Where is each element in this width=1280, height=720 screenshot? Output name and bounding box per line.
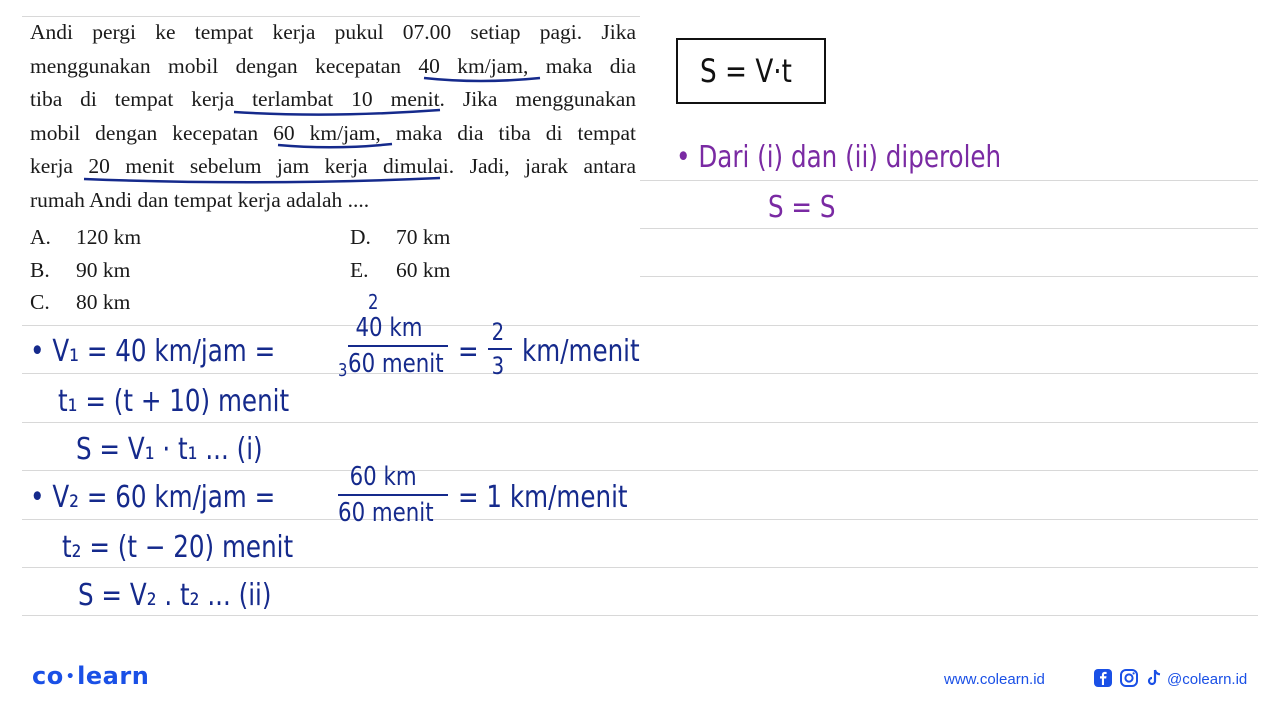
website-link[interactable]: www.colearn.id	[944, 671, 1045, 688]
question-line: menggunakan mobil dengan kecepatan 40 km/jam, maka dia	[30, 53, 636, 78]
ruled-line	[22, 470, 1258, 471]
note-v1: • V₁ = 40 km/jam =	[30, 334, 276, 369]
formula-box	[676, 38, 826, 104]
option-text: 120 km	[76, 225, 142, 249]
question-line: mobil dengan kecepatan 60 km/jam, maka dia tiba di tempat	[30, 120, 636, 145]
tiktok-icon[interactable]	[1144, 668, 1164, 688]
fraction-bar	[348, 345, 448, 347]
note-v1-result-fraction	[488, 318, 512, 380]
ruled-line	[22, 325, 1258, 326]
option-text: 90 km	[76, 258, 131, 282]
note-v2-den: 60 menit	[338, 498, 434, 528]
note-t2: t₂ = (t − 20) menit	[62, 530, 294, 565]
option-label: B.	[30, 258, 50, 282]
note-s-equals-s: S = S	[768, 190, 836, 225]
instagram-icon[interactable]	[1119, 668, 1139, 688]
note-t1: t₁ = (t + 10) menit	[58, 384, 290, 419]
note-derived: • Dari (i) dan (ii) diperoleh	[676, 140, 1002, 175]
question-line: tiba di tempat kerja terlambat 10 menit. Jika menggunakan	[30, 87, 636, 111]
logo-learn: learn	[77, 662, 150, 690]
note-v2-num: 60 km	[349, 462, 417, 492]
note-v1-cancel-bottom: 3	[338, 360, 348, 381]
ruled-line	[22, 615, 1258, 616]
option-text: 60 km	[396, 258, 451, 282]
note-v2: • V₂ = 60 km/jam =	[30, 480, 276, 515]
option-a[interactable]	[30, 225, 141, 250]
note-s1: S = V₁ · t₁ ... (i)	[76, 432, 263, 467]
option-label: A.	[30, 225, 51, 249]
option-text: 70 km	[396, 225, 451, 249]
ruled-line	[640, 180, 1258, 181]
option-text: 80 km	[76, 290, 131, 314]
note-s2: S = V₂ . t₂ ... (ii)	[78, 578, 272, 613]
option-c[interactable]	[30, 290, 130, 315]
ruled-line	[22, 373, 1258, 374]
option-d[interactable]	[350, 225, 450, 250]
fraction-bar	[488, 348, 512, 350]
note-v2-fraction	[338, 462, 448, 528]
question-line: Andi pergi ke tempat kerja pukul 07.00 setiap pagi. Jika	[30, 20, 636, 44]
note-v1-eq: =	[458, 334, 479, 369]
option-label: E.	[350, 258, 369, 282]
fraction-bar	[338, 494, 448, 496]
social-handle[interactable]: @colearn.id	[1167, 671, 1248, 688]
logo-dot-icon: •	[65, 669, 76, 685]
formula-text: S = V·t	[700, 52, 792, 90]
ruled-line	[22, 422, 1258, 423]
ruled-line	[22, 567, 1258, 568]
ruled-line	[22, 519, 1258, 520]
note-v1-res-num: 2	[491, 318, 505, 346]
question-line: rumah Andi dan tempat kerja adalah ....	[30, 187, 370, 212]
note-v1-unit: km/menit	[522, 334, 640, 369]
option-label: C.	[30, 290, 50, 314]
ruled-line	[640, 228, 1258, 229]
facebook-icon[interactable]	[1093, 668, 1113, 688]
option-label: D.	[350, 225, 371, 249]
note-v1-res-den: 3	[491, 352, 505, 380]
note-v2-rhs: = 1 km/menit	[458, 480, 628, 515]
option-e[interactable]	[350, 258, 450, 283]
option-b[interactable]	[30, 258, 130, 283]
question-line: kerja 20 menit sebelum jam kerja dimulai. Jadi, jarak antara	[30, 154, 636, 178]
note-v1-num: 40 km	[355, 313, 423, 343]
note-v1-den: 60 menit	[348, 349, 444, 379]
question-text	[30, 16, 636, 217]
logo-co: co	[32, 662, 64, 690]
note-v1-cancel-top: 2	[368, 290, 379, 314]
colearn-logo[interactable]	[32, 662, 149, 690]
note-v1-fraction	[348, 313, 448, 379]
ruled-line	[640, 276, 1258, 277]
